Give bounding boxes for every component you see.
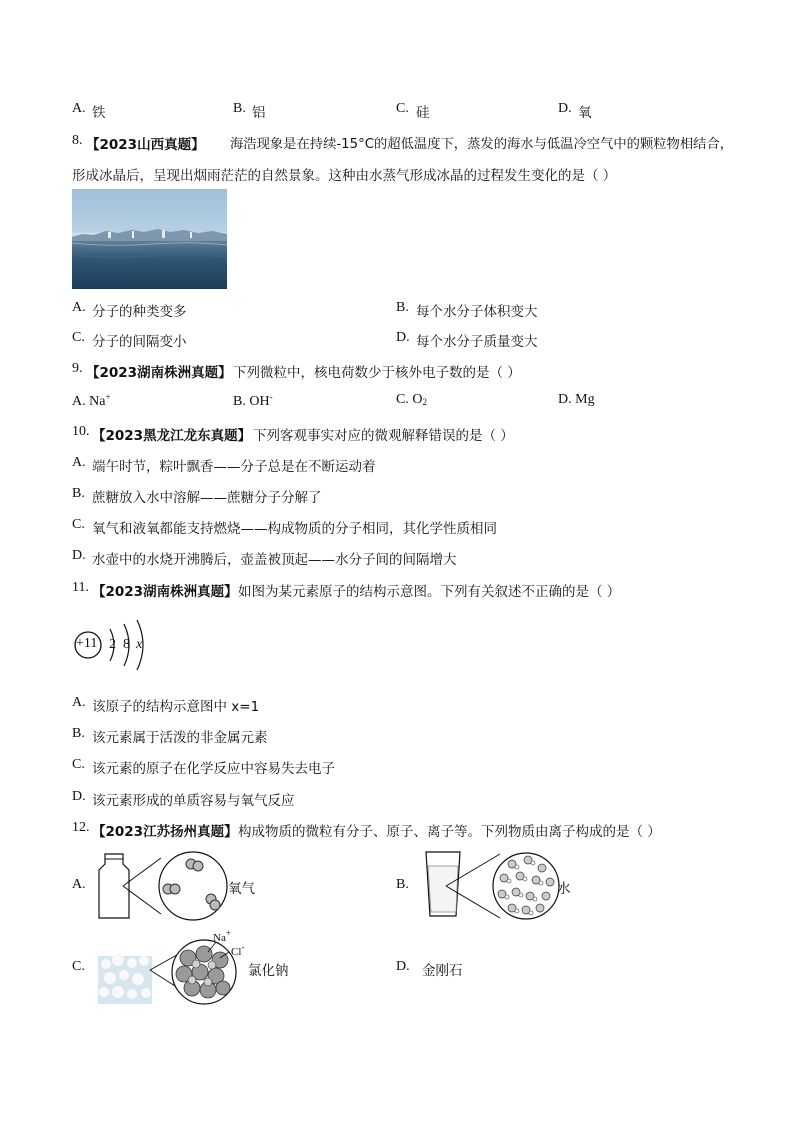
q8-stem-line2: 形成冰晶后，呈现出烟雨茫茫的自然景象。这种由水蒸气形成冰晶的过程发生变化的是（ ） [72,168,617,184]
q10-option-d-text: 水壶中的水烧开沸腾后，壶盖被顶起——水分子间的间隔增大 [92,552,457,568]
q8-option-a-text: 分子的种类变多 [92,304,187,320]
q12-option-b-letter: B. [396,877,409,892]
q9-option-a: A. Na+ [72,392,111,409]
q10-stem: 下列客观事实对应的微观解释错误的是（ ） [253,428,514,444]
q11-option-c-text: 该元素的原子在化学反应中容易失去电子 [92,761,335,777]
q11-option-c-letter: C. [72,757,85,772]
q7-option-b-letter: B. [233,101,246,116]
q10-source: 【2023黑龙江龙东真题】 [92,428,252,444]
q9-source: 【2023湖南株洲真题】 [86,365,232,381]
q12-option-a-label: 氧气 [228,881,255,897]
water-glass-molecule-illustration [422,848,562,920]
q11-option-b-letter: B. [72,726,85,741]
q12-option-d-label: 金刚石 [422,963,463,979]
q7-option-d-text: 氧 [578,105,592,121]
q8-option-a-letter: A. [72,300,86,315]
sea-smoke-photo [72,189,227,289]
q11-option-d-text: 该元素形成的单质容易与氧气反应 [92,793,295,809]
q7-option-a-text: 铁 [92,105,106,121]
q11-option-b-text: 该元素属于活泼的非金属元素 [92,730,268,746]
q8-option-b-letter: B. [396,300,409,315]
q9-stem: 下列微粒中，核电荷数少于核外电子数的是（ ） [233,365,521,381]
q8-option-d-text: 每个水分子质量变大 [416,334,538,350]
q10-option-c-letter: C. [72,517,85,532]
q10-number: 10. [72,424,90,439]
q11-stem: 如图为某元素原子的结构示意图。下列有关叙述不正确的是（ ） [238,584,621,600]
q12-source: 【2023江苏扬州真题】 [92,824,238,840]
q9-number: 9. [72,361,83,376]
q7-option-c-text: 硅 [416,105,430,121]
oxygen-bottle-molecule-illustration [95,850,235,922]
q12-option-d-letter: D. [396,959,410,974]
q8-number: 8. [72,133,83,148]
q12-na-ion-label: Na+ [213,928,231,944]
atom-shell-1-electrons: 2 [109,637,116,652]
q10-option-c-text: 氧气和液氧都能支持燃烧——构成物质的分子相同，其化学性质相同 [92,521,497,537]
q12-option-b-label: 水 [557,881,571,897]
q10-option-b-text: 蔗糖放入水中溶解——蔗糖分子分解了 [92,490,322,506]
q7-option-b-text: 铝 [252,105,266,121]
q10-option-b-letter: B. [72,486,85,501]
q10-option-a-text: 端午时节，粽叶飘香——分子总是在不断运动着 [92,459,376,475]
q12-option-c-letter: C. [72,959,85,974]
q7-option-c-letter: C. [396,101,409,116]
q8-option-c-letter: C. [72,330,85,345]
q11-number: 11. [72,580,89,595]
q9-option-b: B. OH- [233,392,273,409]
q11-source: 【2023湖南株洲真题】 [92,584,238,600]
q11-option-d-letter: D. [72,789,86,804]
q9-option-d: D. Mg [558,392,595,407]
q7-option-d-letter: D. [558,101,572,116]
q12-option-c-label: 氯化钠 [248,963,289,979]
atom-nucleus-charge: +11 [76,636,98,651]
atom-shell-3-electrons: x [136,637,143,652]
q12-stem: 构成物质的微粒有分子、原子、离子等。下列物质由离子构成的是（ ） [238,824,661,840]
atom-shell-2-electrons: 8 [123,637,130,652]
q8-source: 【2023山西真题】 [86,137,205,153]
q10-option-d-letter: D. [72,548,86,563]
q8-stem-line1: 海浩现象是在持续-15°C的超低温度下，蒸发的海水与低温冷空气中的颗粒物相结合， [230,137,734,152]
q7-option-a-letter: A. [72,101,86,116]
q9-option-c: C. $O_2$ [396,392,427,407]
q12-number: 12. [72,820,90,835]
q10-option-a-letter: A. [72,455,86,470]
q12-cl-ion-label: Cl- [231,942,245,958]
q8-option-c-text: 分子的间隔变小 [92,334,187,350]
q8-option-d-letter: D. [396,330,410,345]
q12-option-a-letter: A. [72,877,86,892]
q8-option-b-text: 每个水分子体积变大 [416,304,538,320]
q11-option-a-text: 该原子的结构示意图中 x=1 [92,699,260,715]
atom-structure-diagram [72,618,162,678]
q11-option-a-letter: A. [72,695,86,710]
